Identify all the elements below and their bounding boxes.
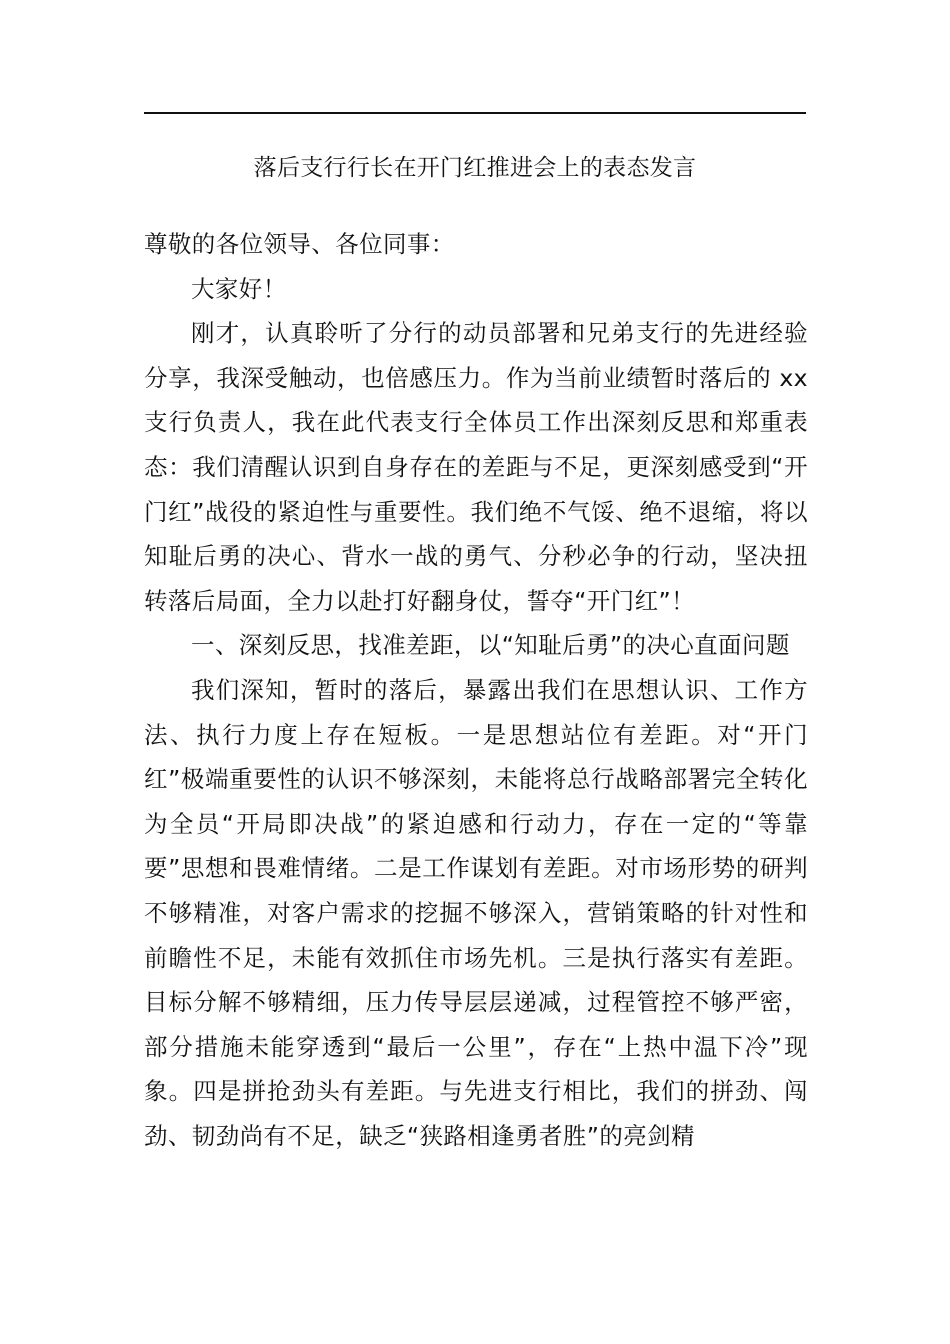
paragraph-reflection: 我们深知，暂时的落后，暴露出我们在思想认识、工作方法、执行力度上存在短板。一是思想站位有差距。对“开门红”极端重要性的认识不够深刻，未能将总行战略部署完全转化为全员“开局即决战”的紧迫感和行动力，存在一定的“等靠要”思想和畏难情绪。二是工作谋划有差距。对市场形势的研判不够精准，对客户需求的挖掘不够深入，营销策略的针对性和前瞻性不足，未能有效抓住市场先机。三是执行落实有差距。目标分解不够精细，压力传导层层递减，过程管控不够严密，部分措施未能穿透到“最后一公里”，存在“上热中温下冷”现象。四是拼抢劲头有差距。与先进支行相比，我们的拼劲、闯劲、韧劲尚有不足，缺乏“狭路相逢勇者胜”的亮剑精: [144, 675, 808, 1150]
section-heading-1: 一、深刻反思，找准差距，以“知耻后勇”的决心直面问题: [191, 631, 790, 660]
header-rule: [144, 112, 806, 114]
document-body: [144, 222, 808, 1158]
paragraph-intro: 刚才，认真聆听了分行的动员部署和兄弟支行的先进经验分享，我深受触动，也倍感压力。作为当前业绩暂时落后的 xx 支行负责人，我在此代表支行全体员工作出深刻反思和郑重表态：我们清醒认识到自身存在的差距与不足，更深刻感受到“开门红”战役的紧迫性与重要性。我们绝不气馁、绝不退缩，将以知耻后勇的决心、背水一战的勇气、分秒必争的行动，坚决扭转落后局面，全力以赴打好翻身仗，誓夺“开门红”！: [144, 319, 808, 615]
document-title: 落后支行行长在开门红推进会上的表态发言: [253, 155, 697, 181]
greeting: 大家好！: [191, 274, 287, 303]
salutation: 尊敬的各位领导、各位同事：: [144, 230, 455, 258]
